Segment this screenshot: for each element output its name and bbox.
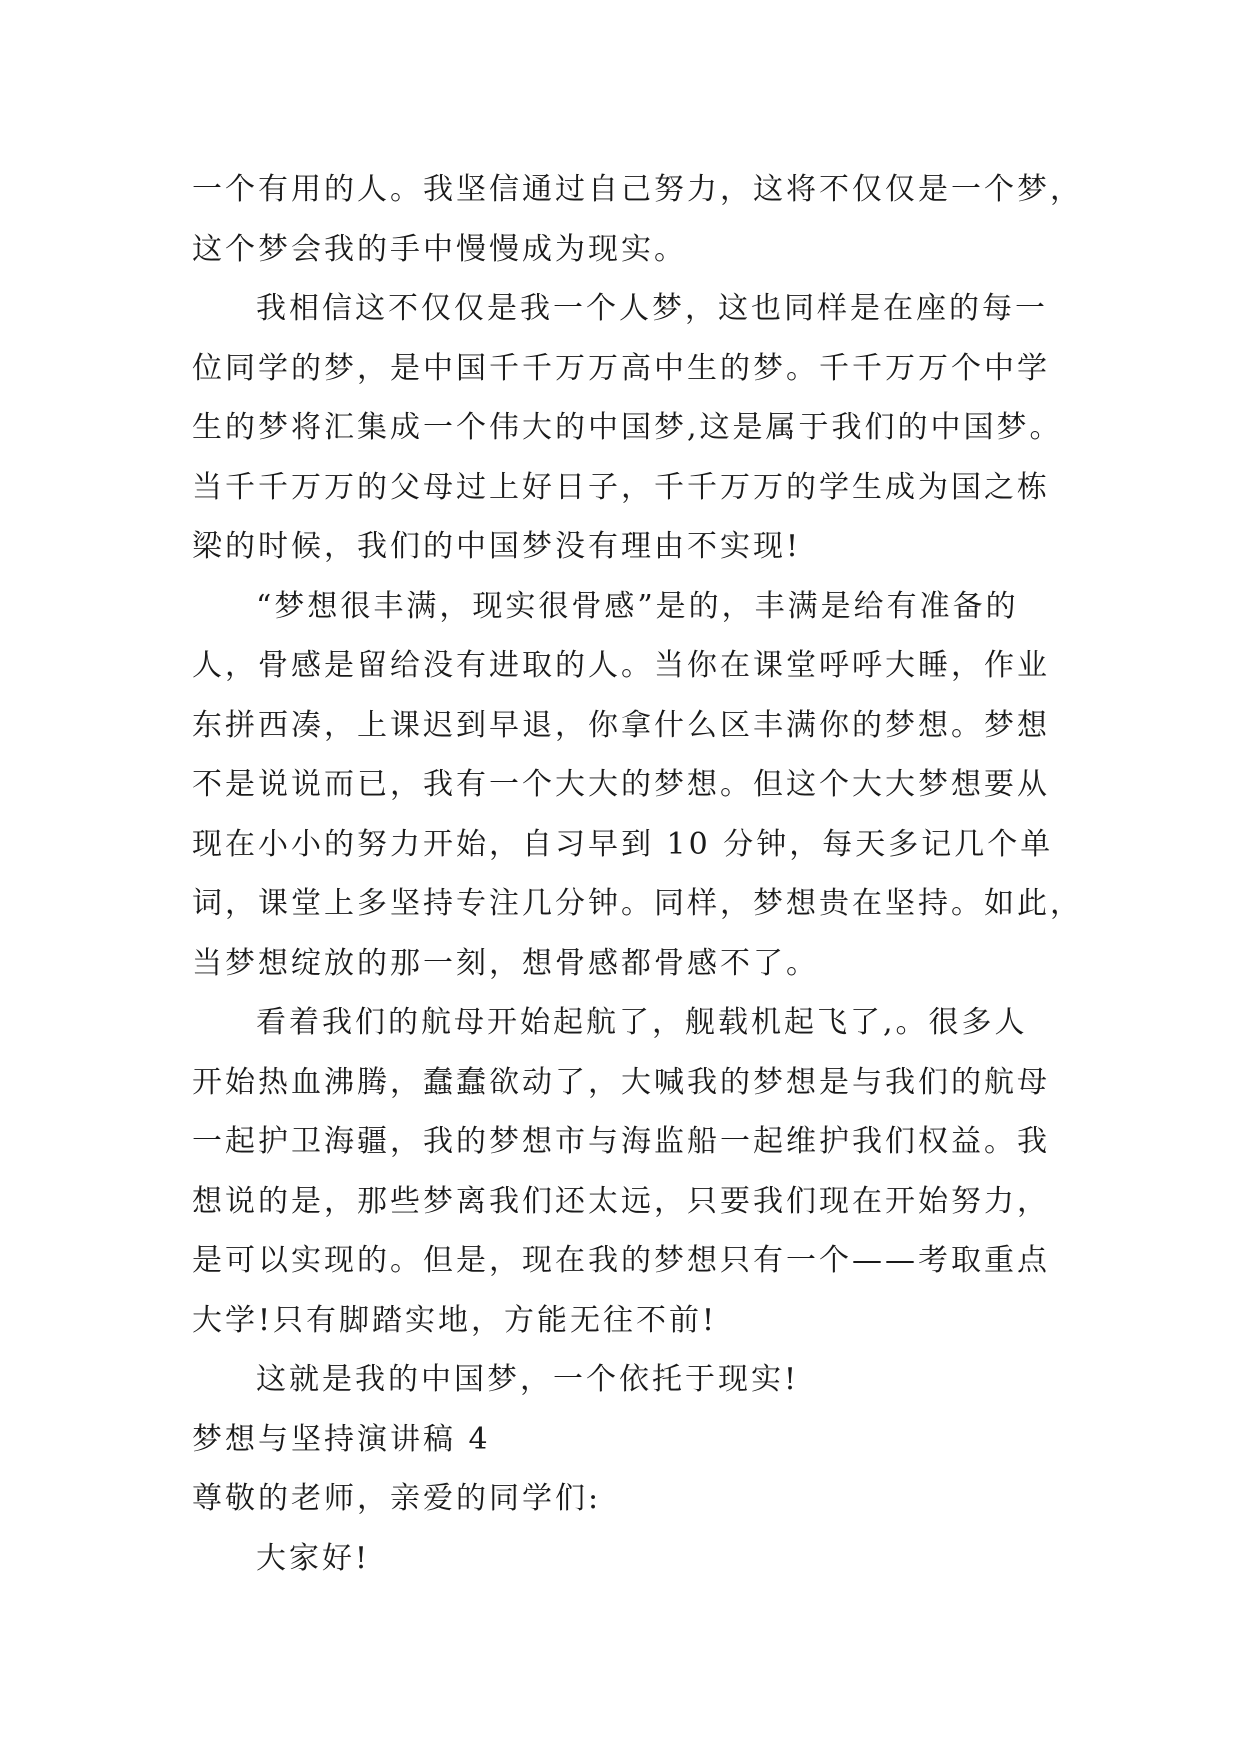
text-line: 词，课堂上多坚持专注几分钟。同样，梦想贵在坚持。如此， xyxy=(192,886,1083,921)
text-line: 尊敬的老师，亲爱的同学们: xyxy=(192,1481,602,1516)
text-line: 我相信这不仅仅是我一个人梦，这也同样是在座的每一 xyxy=(256,291,1048,326)
text-line: 这个梦会我的手中慢慢成为现实。 xyxy=(192,231,687,267)
text-line: 大家好! xyxy=(256,1540,371,1576)
text-line: 一起护卫海疆，我的梦想市与海监船一起维护我们权益。我 xyxy=(192,1124,1050,1159)
text-line: 梁的时候，我们的中国梦没有理由不实现! xyxy=(192,529,802,564)
text-line: 不是说说而已，我有一个大大的梦想。但这个大大梦想要从 xyxy=(192,767,1050,802)
text-line: 现在小小的努力开始，自习早到 10 分钟，每天多记几个单 xyxy=(192,826,1054,862)
text-line: “梦想很丰满，现实很骨感”是的，丰满是给有准备的 xyxy=(256,588,1019,624)
text-line: 这就是我的中国梦，一个依托于现实! xyxy=(256,1362,800,1397)
section-heading: 梦想与坚持演讲稿 4 xyxy=(192,1421,491,1457)
text-line: 是可以实现的。但是，现在我的梦想只有一个——考取重点 xyxy=(192,1243,1050,1278)
text-line: 人，骨感是留给没有进取的人。当你在课堂呼呼大睡，作业 xyxy=(192,648,1050,683)
text-line: 当千千万万的父母过上好日子，千千万万的学生成为国之栋 xyxy=(192,469,1050,505)
text-line: 开始热血沸腾，蠢蠢欲动了，大喊我的梦想是与我们的航母 xyxy=(192,1064,1050,1100)
document-body xyxy=(192,160,1083,1588)
text-line: 位同学的梦，是中国千千万万高中生的梦。千千万万个中学 xyxy=(192,350,1050,386)
text-line: 一个有用的人。我坚信通过自己努力，这将不仅仅是一个梦， xyxy=(192,172,1083,207)
text-line: 看着我们的航母开始起航了，舰载机起飞了,。很多人 xyxy=(256,1005,1028,1040)
text-line: 当梦想绽放的那一刻，想骨感都骨感不了。 xyxy=(192,945,819,981)
text-line: 生的梦将汇集成一个伟大的中国梦,这是属于我们的中国梦。 xyxy=(192,410,1063,445)
text-line: 东拼西凑，上课迟到早退，你拿什么区丰满你的梦想。梦想 xyxy=(192,707,1050,743)
text-line: 想说的是，那些梦离我们还太远，只要我们现在开始努力， xyxy=(192,1183,1050,1219)
text-line: 大学!只有脚踏实地，方能无往不前! xyxy=(192,1302,718,1338)
